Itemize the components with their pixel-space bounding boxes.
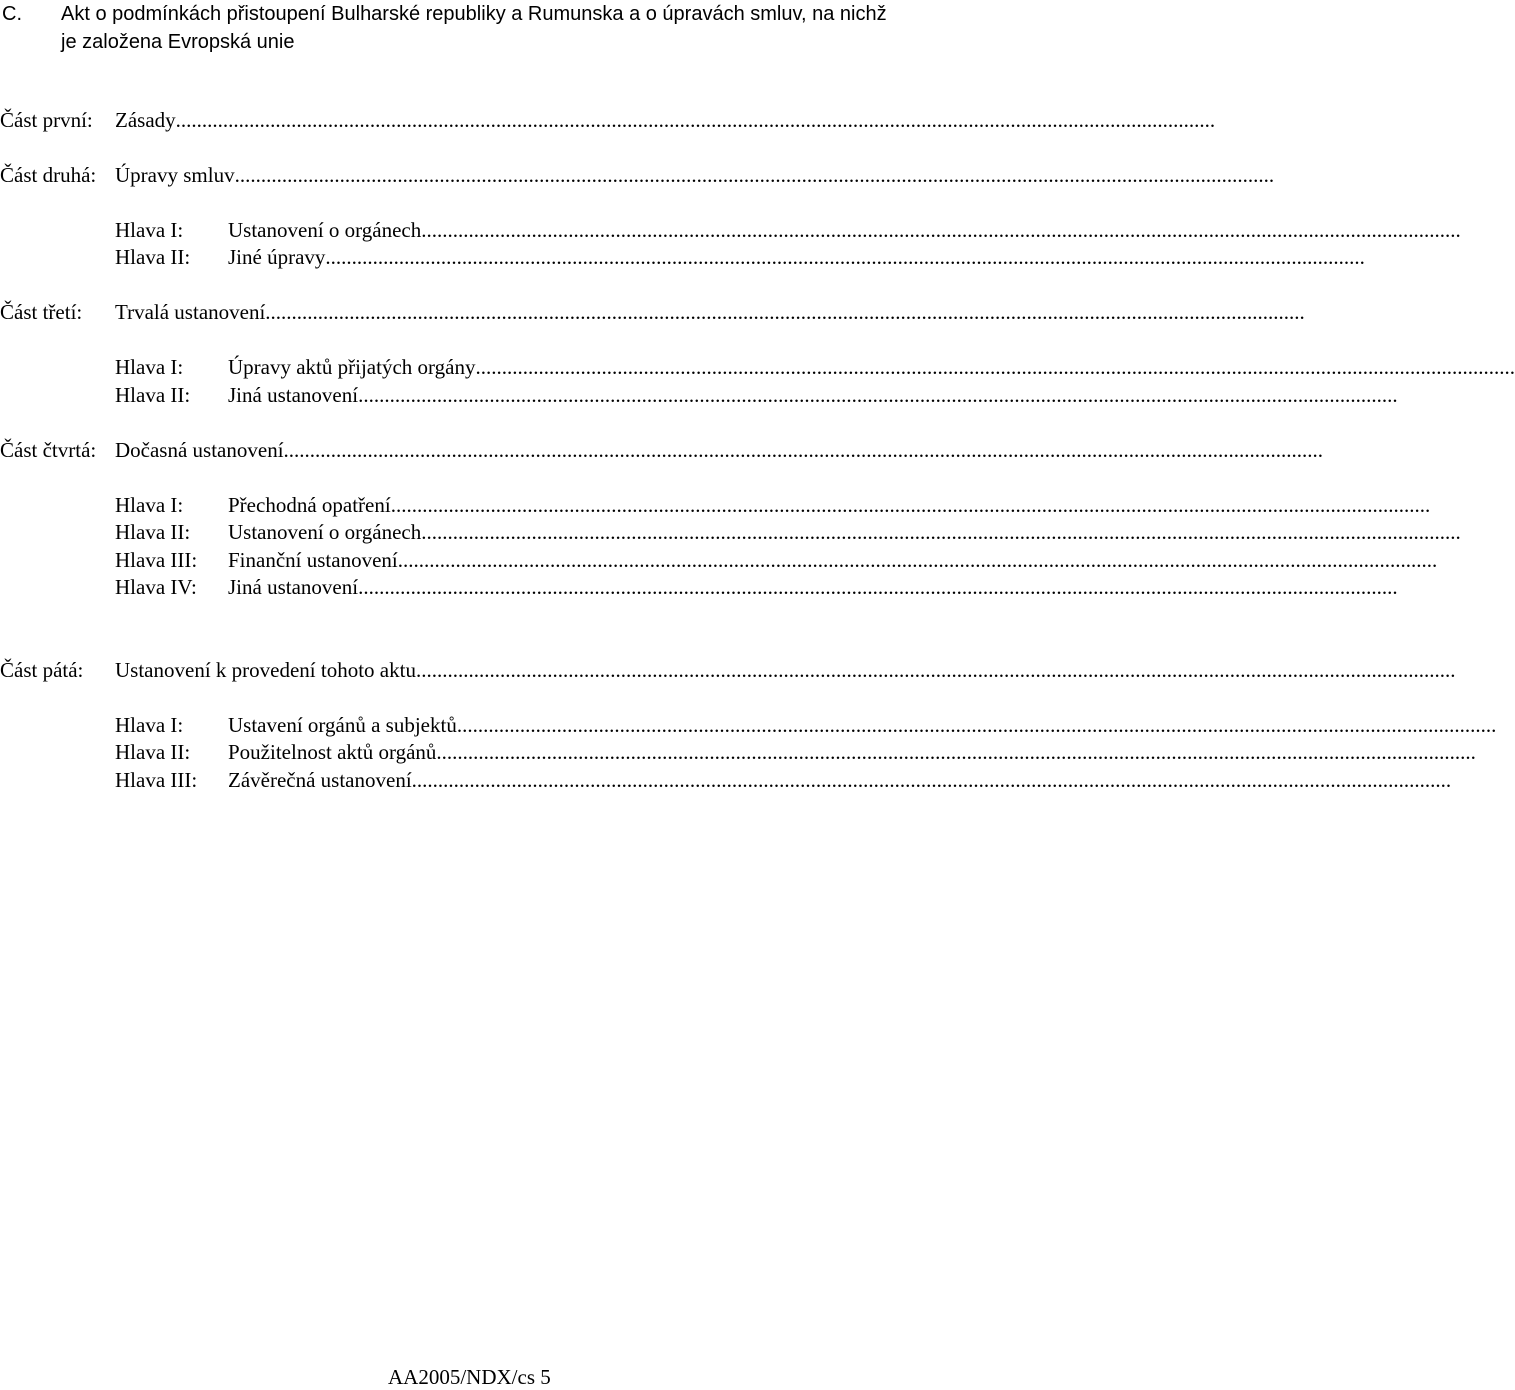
dot-leader: ......................................................................................................................................................................................................: [325, 245, 1365, 269]
dot-leader: ......................................................................................................................................................................................................: [265, 300, 1305, 324]
dot-leader: ......................................................................................................................................................................................................: [475, 355, 1515, 379]
section-title-line-2: je založena Evropská unie: [61, 31, 295, 53]
head-title: Úpravy aktů přijatých orgány: [228, 355, 476, 379]
section-title-line-1: Akt o podmínkách přistoupení Bulharské republiky a Rumunska a o úpravách smluv, na nichž: [61, 3, 887, 25]
part-title: Ustanovení k provedení tohoto aktu: [115, 658, 416, 682]
toc-head: [115, 354, 1515, 380]
toc-part-2: [0, 162, 1275, 188]
part-label: Část třetí:: [0, 300, 83, 324]
part-label: Část první:: [0, 108, 93, 132]
toc-part-1: [0, 107, 1216, 133]
head-label: Hlava III:: [115, 768, 198, 792]
toc-head: [115, 492, 1431, 518]
toc-head: [115, 547, 1438, 573]
head-label: Hlava II:: [115, 740, 191, 764]
head-title: Jiné úpravy: [228, 245, 326, 269]
dot-leader: ......................................................................................................................................................................................................: [411, 768, 1452, 792]
head-title: Ustanovení o orgánech: [228, 218, 422, 242]
dot-leader: ......................................................................................................................................................................................................: [456, 713, 1497, 737]
part-title: Dočasná ustanovení: [115, 438, 284, 462]
section-letter: C.: [2, 3, 22, 25]
toc-head: [115, 767, 1452, 793]
toc-head: [115, 739, 1476, 765]
part-title: Trvalá ustanovení: [115, 300, 266, 324]
toc-head: [115, 217, 1461, 243]
dot-leader: ......................................................................................................................................................................................................: [234, 163, 1275, 187]
toc-head: [115, 712, 1497, 738]
head-title: Použitelnost aktů orgánů: [228, 740, 437, 764]
part-label: Část druhá:: [0, 163, 97, 187]
dot-leader: ......................................................................................................................................................................................................: [390, 493, 1431, 517]
head-title: Ustavení orgánů a subjektů: [228, 713, 457, 737]
dot-leader: ......................................................................................................................................................................................................: [421, 520, 1461, 544]
toc-head: [115, 244, 1365, 270]
head-label: Hlava II:: [115, 520, 191, 544]
dot-leader: ......................................................................................................................................................................................................: [358, 575, 1398, 599]
head-label: Hlava IV:: [115, 575, 197, 599]
dot-leader: ......................................................................................................................................................................................................: [283, 438, 1324, 462]
part-title: Úpravy smluv: [115, 163, 235, 187]
toc-head: [115, 519, 1461, 545]
toc-part-4: [0, 437, 1324, 463]
dot-leader: ......................................................................................................................................................................................................: [358, 383, 1398, 407]
head-title: Jiná ustanovení: [228, 575, 359, 599]
head-title: Přechodná opatření: [228, 493, 391, 517]
head-label: Hlava I:: [115, 713, 184, 737]
toc-part-5: [0, 657, 1456, 683]
section-title: [61, 0, 960, 56]
dot-leader: ......................................................................................................................................................................................................: [175, 108, 1216, 132]
head-label: Hlava III:: [115, 548, 198, 572]
dot-leader: ......................................................................................................................................................................................................: [415, 658, 1456, 682]
head-label: Hlava II:: [115, 245, 191, 269]
toc-head: [115, 574, 1398, 600]
dot-leader: ......................................................................................................................................................................................................: [436, 740, 1476, 764]
dot-leader: ......................................................................................................................................................................................................: [397, 548, 1438, 572]
toc-head: [115, 382, 1398, 408]
head-title: Finanční ustanovení: [228, 548, 398, 572]
head-title: Ustanovení o orgánech: [228, 520, 422, 544]
head-label: Hlava I:: [115, 493, 184, 517]
part-label: Část pátá:: [0, 658, 84, 682]
head-title: Závěrečná ustanovení: [228, 768, 412, 792]
page-footer: AA2005/NDX/cs 5: [388, 1365, 551, 1389]
part-label: Část čtvrtá:: [0, 438, 97, 462]
part-title: Zásady: [115, 108, 176, 132]
dot-leader: ......................................................................................................................................................................................................: [421, 218, 1461, 242]
head-label: Hlava I:: [115, 355, 184, 379]
head-label: Hlava I:: [115, 218, 184, 242]
head-title: Jiná ustanovení: [228, 383, 359, 407]
toc-part-3: [0, 299, 1305, 325]
head-label: Hlava II:: [115, 383, 191, 407]
